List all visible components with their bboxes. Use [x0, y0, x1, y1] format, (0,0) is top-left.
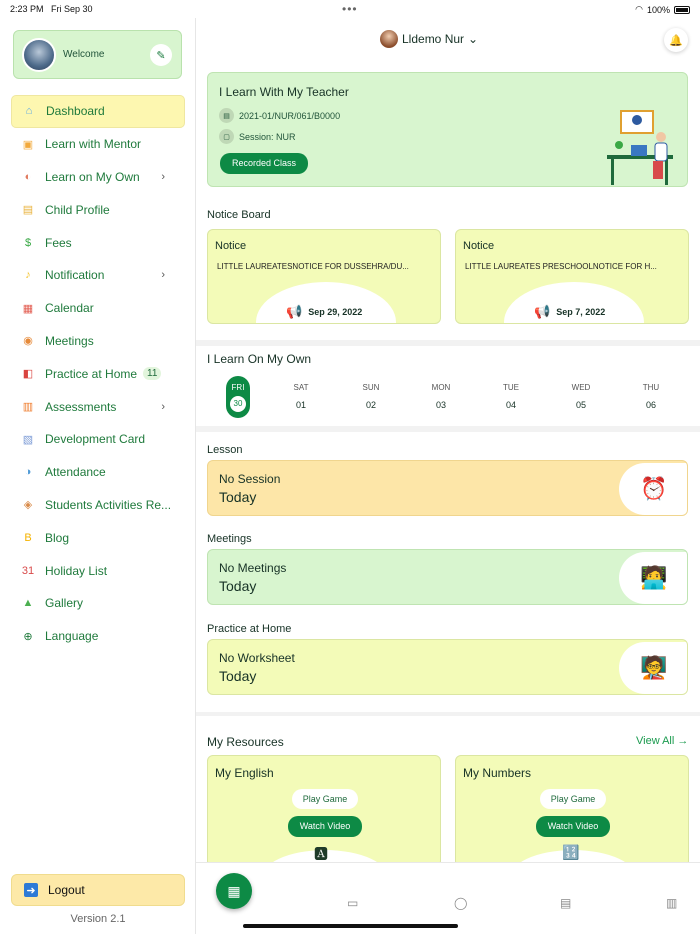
- sidebar-item-dashboard[interactable]: [11, 95, 185, 128]
- notification-button[interactable]: [664, 28, 688, 52]
- sidebar: [0, 18, 196, 934]
- sidebar-item-meetings[interactable]: [11, 325, 185, 358]
- logout-button[interactable]: [11, 874, 185, 906]
- notice-board-title: Notice Board: [207, 209, 271, 221]
- meetings-status: No Meetings: [219, 561, 287, 575]
- resource-title: My Numbers: [463, 766, 532, 780]
- lesson-day: Today: [219, 489, 257, 505]
- calendar-tab-icon[interactable]: ▭: [347, 896, 359, 910]
- sidebar-item-learn-on-my-own[interactable]: [11, 161, 185, 194]
- notice-card[interactable]: [207, 229, 441, 324]
- day-name: WED: [571, 383, 591, 392]
- learn-with-teacher-card[interactable]: [207, 72, 688, 187]
- notice-heading: Notice: [215, 240, 247, 252]
- lesson-status: No Session: [219, 472, 281, 486]
- day-number: 01: [295, 400, 306, 410]
- self-learn-icon: ◐: [24, 170, 32, 183]
- bottom-tab-bar: [196, 862, 700, 920]
- report-tab-icon[interactable]: ▥: [666, 896, 678, 910]
- id-card-icon: ▤: [219, 108, 234, 123]
- document-tab-icon[interactable]: ▤: [560, 896, 572, 910]
- recorded-class-button[interactable]: Recorded Class: [220, 153, 308, 174]
- day-mon[interactable]: [423, 374, 459, 410]
- numbers-icon: 🔢: [562, 844, 580, 860]
- meeting-icon: ◉: [23, 335, 33, 348]
- notice-date-row: [534, 304, 605, 320]
- day-number: 06: [645, 400, 656, 410]
- gallery-icon: ▲: [22, 597, 34, 610]
- day-name: FRI: [231, 383, 245, 392]
- home-icon: ⌂: [25, 105, 33, 118]
- session-label: Session: NUR: [239, 131, 296, 142]
- edit-profile-button[interactable]: [150, 44, 172, 66]
- day-number: 03: [435, 400, 446, 410]
- session-row: [219, 129, 296, 144]
- play-game-button[interactable]: Play Game: [292, 789, 358, 809]
- home-indicator: [243, 924, 458, 928]
- day-name: SUN: [362, 383, 380, 392]
- bell-icon: 🔔: [669, 34, 683, 47]
- megaphone-icon: 📢: [534, 304, 551, 319]
- meetings-section-title: Meetings: [207, 533, 252, 545]
- multitask-dots[interactable]: •••: [342, 2, 358, 16]
- chat-tab-icon[interactable]: ◯: [454, 896, 468, 910]
- activities-icon: ◈: [23, 499, 33, 512]
- sidebar-item-holiday-list[interactable]: [11, 554, 185, 587]
- section-divider: [196, 340, 700, 346]
- lesson-clock-illustration: ⏰: [619, 463, 688, 515]
- section-divider: [196, 426, 700, 432]
- session-icon: ▢: [219, 129, 234, 144]
- user-avatar: [380, 30, 398, 48]
- sidebar-item-gallery[interactable]: [11, 587, 185, 620]
- sidebar-item-label: Dashboard: [46, 104, 105, 119]
- chevron-down-icon: ⌄: [468, 32, 479, 46]
- learn-own-title: I Learn On My Own: [207, 352, 312, 366]
- calendar-icon: ▦: [22, 302, 34, 315]
- sidebar-item-label: Students Activities Re...: [45, 497, 172, 512]
- sidebar-item-label: Assessments: [45, 399, 117, 414]
- grid-icon: ▦: [227, 882, 241, 899]
- worksheet-illustration: 🧑‍🏫: [619, 642, 688, 694]
- welcome-label: Welcome: [63, 49, 105, 60]
- day-number: 04: [505, 400, 516, 410]
- play-game-button[interactable]: Play Game: [540, 789, 606, 809]
- blog-icon: B: [24, 531, 32, 544]
- sidebar-item-label: Practice at Home: [45, 366, 138, 381]
- status-time: 2:23 PM Fri Sep 30: [10, 4, 93, 14]
- chevron-right-icon[interactable]: ›: [161, 269, 165, 282]
- sidebar-item-students-activities-re[interactable]: [11, 489, 185, 522]
- user-switcher[interactable]: [380, 30, 478, 48]
- holiday-icon: 31: [21, 564, 35, 577]
- sidebar-item-label: Calendar: [45, 301, 94, 316]
- logout-label: Logout: [48, 883, 85, 897]
- teacher-card-title: I Learn With My Teacher: [219, 85, 349, 99]
- practice-status: No Worksheet: [219, 651, 295, 665]
- view-all-link[interactable]: View All →: [636, 735, 689, 747]
- notice-heading: Notice: [463, 240, 495, 252]
- chevron-right-icon[interactable]: ›: [161, 400, 165, 413]
- notice-card[interactable]: [455, 229, 689, 324]
- dev-card-icon: ▧: [22, 433, 34, 446]
- bell-icon: ♪: [25, 269, 31, 282]
- chevron-right-icon[interactable]: ›: [161, 170, 165, 183]
- day-name: SAT: [293, 383, 309, 392]
- day-number: 02: [365, 400, 376, 410]
- sidebar-item-label: Meetings: [45, 333, 94, 348]
- dashboard-tab-button[interactable]: [216, 873, 252, 909]
- profile-card-icon: ▤: [22, 204, 34, 217]
- lesson-section-title: Lesson: [207, 444, 243, 456]
- sidebar-item-fees[interactable]: [11, 226, 185, 259]
- watch-video-button[interactable]: Watch Video: [288, 816, 362, 837]
- sidebar-item-child-profile[interactable]: [11, 193, 185, 226]
- resource-card-numbers[interactable]: [455, 755, 689, 867]
- sidebar-item-blog[interactable]: [11, 521, 185, 554]
- sidebar-item-label: Learn on My Own: [45, 169, 140, 184]
- version-label: Version 2.1: [70, 913, 126, 925]
- day-number: 05: [575, 400, 586, 410]
- sidebar-item-learn-with-mentor[interactable]: [11, 128, 185, 161]
- day-name: THU: [642, 383, 660, 392]
- lesson-card[interactable]: [207, 460, 688, 516]
- meetings-day: Today: [219, 578, 257, 594]
- arrow-right-icon: →: [677, 735, 689, 747]
- practice-icon: ◧: [22, 368, 34, 381]
- section-divider: [196, 712, 700, 716]
- sidebar-item-calendar[interactable]: [11, 292, 185, 325]
- welcome-card[interactable]: [13, 30, 182, 79]
- mentor-icon: ▣: [22, 138, 34, 151]
- count-badge: 11: [143, 367, 161, 380]
- day-number: 30: [230, 396, 246, 412]
- assessment-icon: ▥: [22, 401, 34, 414]
- notice-text: LITTLE LAUREATESNOTICE FOR DUSSEHRA/DU...: [217, 262, 409, 271]
- battery-label: 100%: [646, 4, 670, 15]
- top-bar: [196, 18, 700, 62]
- money-icon: $: [24, 236, 32, 249]
- sidebar-item-attendance[interactable]: [11, 456, 185, 489]
- sidebar-item-language[interactable]: [11, 620, 185, 653]
- megaphone-icon: 📢: [286, 304, 303, 319]
- wifi-icon: ◠: [635, 4, 643, 14]
- alphabet-block-icon: 🅰: [314, 846, 328, 862]
- student-id: 2021-01/NUR/061/B0000: [239, 110, 341, 121]
- sidebar-item-label: Language: [45, 629, 99, 644]
- notice-date: Sep 29, 2022: [308, 307, 363, 317]
- sidebar-item-label: Blog: [45, 530, 70, 545]
- day-name: TUE: [503, 383, 519, 392]
- user-name: Lldemo Nur: [402, 32, 465, 46]
- battery-icon: [674, 6, 690, 14]
- resource-title: My English: [215, 766, 274, 780]
- attendance-icon: ◑: [24, 466, 32, 479]
- meeting-desk-illustration: 🧑‍💻: [619, 552, 688, 604]
- sidebar-item-label: Fees: [45, 235, 72, 250]
- sidebar-item-label: Child Profile: [45, 202, 110, 217]
- avatar[interactable]: [22, 38, 56, 72]
- day-sun[interactable]: [353, 374, 389, 410]
- status-bar: [0, 0, 700, 18]
- sidebar-item-label: Gallery: [45, 596, 84, 611]
- sidebar-item-assessments[interactable]: [11, 390, 185, 423]
- day-thu[interactable]: [633, 374, 669, 410]
- notice-date: Sep 7, 2022: [556, 307, 606, 317]
- sidebar-item-label: Notification: [45, 268, 105, 283]
- watch-video-button[interactable]: Watch Video: [536, 816, 610, 837]
- sidebar-item-label: Learn with Mentor: [45, 137, 142, 152]
- day-tue[interactable]: [493, 374, 529, 410]
- practice-card[interactable]: [207, 639, 688, 695]
- notice-date-row: [286, 304, 362, 320]
- status-right: [635, 4, 690, 15]
- practice-day: Today: [219, 668, 257, 684]
- sidebar-item-label: Attendance: [45, 465, 106, 480]
- globe-icon: ⊕: [23, 630, 33, 643]
- day-sat[interactable]: [283, 374, 319, 410]
- sidebar-item-notification[interactable]: [11, 259, 185, 292]
- pencil-icon: ✎: [156, 49, 166, 62]
- student-id-row: [219, 108, 340, 123]
- meetings-card[interactable]: [207, 549, 688, 605]
- notice-text: LITTLE LAUREATES PRESCHOOLNOTICE FOR H...: [465, 262, 657, 271]
- sidebar-nav: [11, 95, 185, 653]
- sidebar-item-label: Holiday List: [45, 563, 108, 578]
- day-name: MON: [431, 383, 451, 392]
- logout-icon: ➜: [24, 883, 38, 897]
- resources-title: My Resources: [207, 735, 284, 749]
- practice-section-title: Practice at Home: [207, 623, 292, 635]
- sidebar-item-development-card[interactable]: [11, 423, 185, 456]
- resource-card-english[interactable]: [207, 755, 441, 867]
- sidebar-item-label: Development Card: [45, 432, 146, 447]
- day-fri[interactable]: [226, 376, 250, 418]
- week-day-strip: [207, 374, 691, 422]
- teacher-illustration: [605, 107, 681, 185]
- day-wed[interactable]: [563, 374, 599, 410]
- sidebar-item-practice-at-home[interactable]: [11, 357, 185, 390]
